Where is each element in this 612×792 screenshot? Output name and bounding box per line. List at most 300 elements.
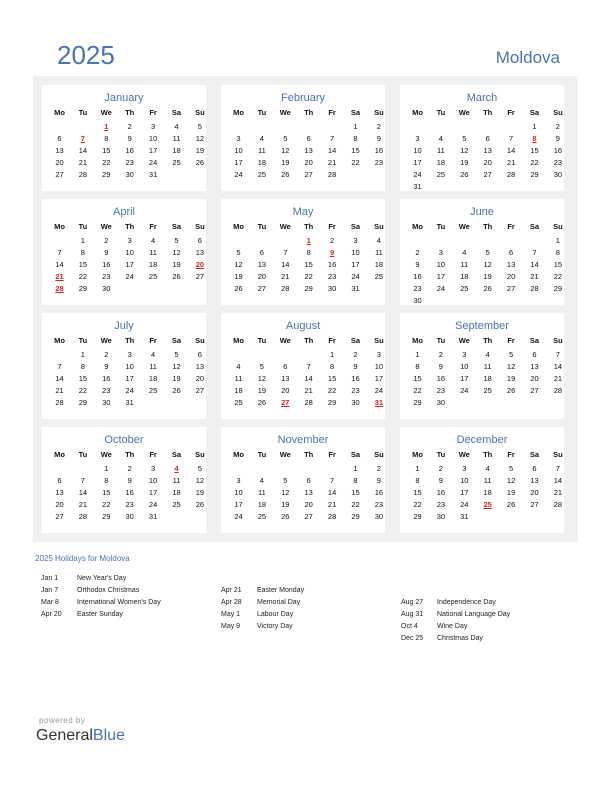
month-name: June bbox=[470, 206, 494, 218]
calendar-day: 2 bbox=[415, 248, 420, 257]
holiday-date: 9 bbox=[330, 248, 335, 257]
holiday-name: Memorial Day bbox=[257, 599, 301, 606]
month-february bbox=[221, 85, 385, 191]
holiday-date: 28 bbox=[55, 284, 64, 293]
calendar-day: 12 bbox=[234, 260, 243, 269]
calendar-day: 11 bbox=[436, 146, 445, 155]
calendar-day: 8 bbox=[353, 476, 358, 485]
calendar-day: 16 bbox=[351, 374, 360, 383]
calendar-day: 24 bbox=[125, 386, 134, 395]
calendar-day: 29 bbox=[78, 398, 88, 407]
holiday-name: Victory Day bbox=[257, 623, 293, 630]
calendar-day: 14 bbox=[304, 374, 313, 383]
holiday-date-label: May 1 bbox=[221, 611, 241, 618]
weekday-label: Mo bbox=[233, 108, 244, 117]
calendar-day: 3 bbox=[353, 236, 358, 245]
calendar-day: 7 bbox=[555, 464, 560, 473]
calendar-day: 21 bbox=[530, 272, 539, 281]
calendar-day: 8 bbox=[306, 248, 311, 257]
calendar-grid bbox=[33, 76, 578, 542]
weekday-label: Tu bbox=[257, 336, 267, 345]
month-october bbox=[42, 427, 206, 533]
calendar-day: 11 bbox=[483, 362, 492, 371]
weekday-label: Sa bbox=[171, 222, 182, 231]
calendar-day: 15 bbox=[78, 374, 88, 383]
calendar-day: 8 bbox=[80, 362, 85, 371]
calendar-day: 14 bbox=[78, 146, 88, 155]
calendar-day: 15 bbox=[351, 488, 360, 497]
calendar-day: 27 bbox=[55, 512, 64, 521]
calendar-day: 13 bbox=[55, 488, 64, 497]
weekday-label: We bbox=[100, 450, 112, 459]
calendar-day: 13 bbox=[55, 146, 64, 155]
holiday-date-label: Apr 21 bbox=[221, 587, 242, 594]
calendar-day: 31 bbox=[413, 182, 422, 191]
calendar-day: 21 bbox=[327, 158, 337, 167]
calendar-day: 20 bbox=[304, 158, 313, 167]
calendar-day: 22 bbox=[530, 158, 539, 167]
month-january bbox=[42, 85, 206, 191]
calendar-day: 18 bbox=[374, 260, 384, 269]
calendar-day: 16 bbox=[102, 260, 111, 269]
calendar-day: 17 bbox=[148, 488, 158, 497]
calendar-day: 10 bbox=[148, 476, 158, 485]
weekday-label: Tu bbox=[257, 450, 267, 459]
calendar-day: 23 bbox=[102, 272, 111, 281]
calendar-day: 15 bbox=[413, 488, 422, 497]
calendar-day: 18 bbox=[257, 158, 267, 167]
calendar-day: 7 bbox=[330, 476, 335, 485]
calendar-day: 20 bbox=[483, 158, 492, 167]
calendar-day: 22 bbox=[304, 272, 313, 281]
calendar-day: 19 bbox=[281, 500, 290, 509]
month-june bbox=[400, 199, 564, 305]
calendar-day: 11 bbox=[257, 146, 266, 155]
weekday-label: Mo bbox=[233, 450, 244, 459]
calendar-day: 5 bbox=[485, 248, 490, 257]
weekday-label: Th bbox=[304, 336, 314, 345]
calendar-day: 8 bbox=[104, 134, 109, 143]
calendar-day: 17 bbox=[436, 272, 446, 281]
calendar-day: 18 bbox=[257, 500, 267, 509]
calendar-day: 12 bbox=[506, 476, 516, 485]
calendar-day: 23 bbox=[327, 272, 337, 281]
calendar-day: 3 bbox=[127, 236, 132, 245]
calendar-day: 18 bbox=[460, 272, 469, 281]
calendar-day: 28 bbox=[530, 284, 539, 293]
calendar-day: 1 bbox=[353, 464, 358, 473]
calendar-day: 10 bbox=[436, 260, 446, 269]
calendar-day: 15 bbox=[413, 374, 422, 383]
calendar-day: 25 bbox=[234, 398, 243, 407]
calendar-day: 13 bbox=[281, 374, 290, 383]
calendar-day: 20 bbox=[195, 374, 205, 383]
calendar-day: 21 bbox=[553, 374, 563, 383]
calendar-day: 26 bbox=[506, 500, 516, 509]
calendar-day: 1 bbox=[555, 236, 560, 245]
calendar-day: 22 bbox=[102, 500, 111, 509]
weekday-label: Sa bbox=[350, 108, 361, 117]
calendar-day: 7 bbox=[80, 476, 85, 485]
weekday-label: Th bbox=[125, 108, 135, 117]
calendar-day: 28 bbox=[78, 170, 88, 179]
calendar-day: 4 bbox=[151, 236, 156, 245]
calendar-day: 30 bbox=[374, 512, 384, 521]
weekday-label: Tu bbox=[78, 222, 88, 231]
calendar-day: 10 bbox=[351, 248, 360, 257]
calendar-day: 17 bbox=[460, 374, 469, 383]
calendar-day: 23 bbox=[436, 500, 446, 509]
weekday-label: Tu bbox=[436, 222, 446, 231]
calendar-day: 22 bbox=[413, 386, 422, 395]
weekday-label: Su bbox=[553, 336, 563, 345]
calendar-day: 18 bbox=[148, 374, 158, 383]
calendar-day: 2 bbox=[127, 122, 132, 131]
weekday-label: Su bbox=[553, 222, 563, 231]
calendar-day: 4 bbox=[438, 134, 443, 143]
calendar-day: 19 bbox=[506, 488, 516, 497]
calendar-day: 5 bbox=[283, 476, 288, 485]
weekday-label: Sa bbox=[171, 450, 182, 459]
calendar-day: 13 bbox=[304, 488, 313, 497]
calendar-day: 11 bbox=[257, 488, 266, 497]
calendar-day: 20 bbox=[530, 374, 539, 383]
calendar-day: 16 bbox=[413, 272, 422, 281]
calendar-day: 19 bbox=[234, 272, 243, 281]
weekday-label: Mo bbox=[54, 222, 65, 231]
weekday-label: Sa bbox=[171, 108, 182, 117]
calendar-day: 10 bbox=[125, 362, 134, 371]
calendar-day: 12 bbox=[281, 488, 290, 497]
holiday-date: 1 bbox=[104, 122, 109, 131]
calendar-day: 12 bbox=[172, 362, 181, 371]
calendar-day: 9 bbox=[555, 134, 560, 143]
calendar-day: 25 bbox=[148, 386, 158, 395]
calendar-day: 21 bbox=[281, 272, 290, 281]
calendar-day: 6 bbox=[197, 350, 202, 359]
holiday-date-label: Aug 31 bbox=[401, 611, 424, 618]
calendar-day: 30 bbox=[125, 512, 134, 521]
calendar-day: 1 bbox=[104, 464, 109, 473]
holidays-title: 2025 Holidays for Moldova bbox=[35, 554, 130, 563]
calendar-day: 20 bbox=[257, 272, 267, 281]
weekday-label: Tu bbox=[78, 450, 88, 459]
weekday-label: We bbox=[458, 222, 470, 231]
weekday-label: Th bbox=[304, 108, 314, 117]
calendar-day: 20 bbox=[55, 500, 64, 509]
calendar-day: 6 bbox=[532, 350, 537, 359]
calendar-day: 19 bbox=[195, 488, 205, 497]
calendar-day: 1 bbox=[353, 122, 358, 131]
weekday-label: Tu bbox=[257, 108, 267, 117]
weekday-label: Su bbox=[374, 222, 384, 231]
weekday-label: Sa bbox=[529, 450, 540, 459]
calendar-day: 12 bbox=[506, 362, 516, 371]
calendar-day: 31 bbox=[351, 284, 360, 293]
calendar-day: 25 bbox=[483, 386, 492, 395]
weekday-label: We bbox=[279, 450, 291, 459]
weekday-label: Mo bbox=[54, 336, 65, 345]
month-march bbox=[400, 85, 564, 191]
holiday-date: 21 bbox=[55, 272, 64, 281]
holiday-date: 27 bbox=[281, 398, 290, 407]
calendar-day: 19 bbox=[195, 146, 205, 155]
calendar-day: 5 bbox=[236, 248, 241, 257]
calendar-day: 26 bbox=[195, 158, 205, 167]
calendar-day: 6 bbox=[197, 236, 202, 245]
holiday-name: Independence Day bbox=[437, 599, 496, 606]
holiday-name: National Language Day bbox=[437, 611, 511, 618]
calendar-day: 18 bbox=[148, 260, 158, 269]
month-september bbox=[400, 313, 564, 419]
holiday-name: Wine Day bbox=[437, 623, 468, 630]
calendar-day: 5 bbox=[509, 350, 514, 359]
month-name: November bbox=[277, 434, 329, 446]
calendar-day: 28 bbox=[553, 500, 563, 509]
calendar-day: 9 bbox=[104, 248, 109, 257]
calendar-day: 29 bbox=[413, 398, 422, 407]
calendar-day: 26 bbox=[257, 398, 267, 407]
calendar-day: 18 bbox=[436, 158, 446, 167]
calendar-day: 7 bbox=[509, 134, 514, 143]
weekday-label: Mo bbox=[54, 108, 65, 117]
calendar-day: 24 bbox=[436, 284, 446, 293]
calendar-day: 17 bbox=[125, 260, 134, 269]
calendar-day: 19 bbox=[281, 158, 290, 167]
calendar-day: 12 bbox=[460, 146, 469, 155]
calendar-day: 17 bbox=[351, 260, 360, 269]
calendar-day: 3 bbox=[376, 350, 381, 359]
calendar-day: 24 bbox=[413, 170, 422, 179]
calendar-day: 3 bbox=[236, 134, 241, 143]
weekday-label: Fr bbox=[328, 450, 336, 459]
calendar-day: 25 bbox=[257, 170, 267, 179]
calendar-day: 7 bbox=[57, 248, 62, 257]
calendar-day: 3 bbox=[462, 464, 467, 473]
calendar-day: 27 bbox=[506, 284, 516, 293]
weekday-label: Sa bbox=[350, 450, 361, 459]
calendar-day: 2 bbox=[353, 350, 358, 359]
calendar-day: 28 bbox=[281, 284, 290, 293]
month-name: February bbox=[280, 92, 326, 104]
calendar-day: 31 bbox=[148, 170, 158, 179]
calendar-day: 13 bbox=[195, 248, 205, 257]
calendar-day: 22 bbox=[351, 158, 360, 167]
calendar-day: 20 bbox=[281, 386, 290, 395]
holiday-date-label: Oct 4 bbox=[401, 623, 418, 630]
calendar-day: 4 bbox=[259, 134, 264, 143]
calendar-day: 2 bbox=[376, 122, 381, 131]
calendar-day: 30 bbox=[125, 170, 134, 179]
calendar-day: 7 bbox=[330, 134, 335, 143]
calendar-day: 14 bbox=[55, 260, 64, 269]
calendar-day: 29 bbox=[102, 512, 111, 521]
calendar-day: 25 bbox=[257, 512, 267, 521]
weekday-label: Th bbox=[125, 450, 135, 459]
calendar-day: 10 bbox=[413, 146, 422, 155]
calendar-day: 3 bbox=[127, 350, 132, 359]
calendar-day: 10 bbox=[234, 488, 243, 497]
calendar-day: 13 bbox=[530, 362, 539, 371]
month-april bbox=[42, 199, 206, 305]
calendar-day: 14 bbox=[553, 362, 563, 371]
calendar-day: 26 bbox=[281, 170, 290, 179]
calendar-day: 10 bbox=[460, 476, 469, 485]
calendar-day: 25 bbox=[148, 272, 158, 281]
calendar-day: 15 bbox=[78, 260, 88, 269]
calendar-day: 9 bbox=[127, 476, 132, 485]
calendar-day: 17 bbox=[125, 374, 134, 383]
calendar-day: 11 bbox=[149, 248, 157, 257]
calendar-day: 21 bbox=[78, 500, 88, 509]
calendar-day: 23 bbox=[125, 158, 134, 167]
calendar-day: 26 bbox=[172, 272, 181, 281]
weekday-label: Su bbox=[374, 336, 384, 345]
calendar-day: 4 bbox=[485, 350, 490, 359]
calendar-day: 12 bbox=[257, 374, 267, 383]
calendar-day: 11 bbox=[374, 248, 383, 257]
calendar-day: 24 bbox=[460, 500, 469, 509]
calendar-day: 8 bbox=[353, 134, 358, 143]
calendar-day: 2 bbox=[438, 464, 443, 473]
calendar-day: 20 bbox=[506, 272, 516, 281]
weekday-label: Sa bbox=[350, 336, 361, 345]
calendar-day: 18 bbox=[172, 146, 181, 155]
calendar-day: 21 bbox=[327, 500, 337, 509]
calendar-day: 28 bbox=[553, 386, 563, 395]
calendar-day: 26 bbox=[195, 500, 205, 509]
calendar-day: 21 bbox=[553, 488, 563, 497]
holiday-date: 7 bbox=[80, 134, 85, 143]
calendar-day: 16 bbox=[125, 488, 134, 497]
calendar-day: 3 bbox=[462, 350, 467, 359]
calendar-day: 30 bbox=[351, 398, 360, 407]
calendar-day: 22 bbox=[413, 500, 422, 509]
calendar-day: 27 bbox=[195, 272, 205, 281]
calendar-day: 14 bbox=[530, 260, 539, 269]
calendar-day: 15 bbox=[304, 260, 313, 269]
calendar-day: 7 bbox=[555, 350, 560, 359]
calendar-day: 11 bbox=[460, 260, 469, 269]
holiday-name: Christmas Day bbox=[437, 635, 483, 642]
weekday-label: Mo bbox=[412, 222, 423, 231]
calendar-day: 21 bbox=[55, 386, 64, 395]
calendar-day: 27 bbox=[483, 170, 492, 179]
calendar-day: 1 bbox=[532, 122, 537, 131]
calendar-day: 5 bbox=[509, 464, 514, 473]
calendar-day: 13 bbox=[257, 260, 267, 269]
calendar-day: 9 bbox=[104, 362, 109, 371]
month-name: April bbox=[112, 206, 135, 218]
calendar-day: 11 bbox=[483, 476, 492, 485]
calendar-day: 25 bbox=[172, 158, 181, 167]
calendar-day: 26 bbox=[172, 386, 181, 395]
weekday-label: Tu bbox=[78, 336, 88, 345]
weekday-label: Tu bbox=[78, 108, 88, 117]
year-title: 2025 bbox=[57, 40, 115, 70]
calendar-day: 7 bbox=[306, 362, 311, 371]
calendar-day: 18 bbox=[483, 374, 492, 383]
holiday-date-label: Mar 8 bbox=[41, 599, 59, 606]
calendar-day: 24 bbox=[234, 512, 243, 521]
weekday-label: Th bbox=[125, 222, 135, 231]
calendar-day: 22 bbox=[327, 386, 337, 395]
weekday-label: Th bbox=[483, 336, 493, 345]
calendar-day: 10 bbox=[460, 362, 469, 371]
calendar-day: 12 bbox=[281, 146, 290, 155]
weekday-label: Sa bbox=[529, 108, 540, 117]
calendar-day: 2 bbox=[438, 350, 443, 359]
calendar-day: 19 bbox=[172, 260, 181, 269]
weekday-label: Su bbox=[553, 108, 563, 117]
weekday-label: Su bbox=[374, 108, 384, 117]
brand-logo[interactable] bbox=[36, 727, 125, 745]
calendar-day: 14 bbox=[281, 260, 290, 269]
calendar-day: 5 bbox=[197, 464, 202, 473]
calendar-day: 28 bbox=[304, 398, 313, 407]
calendar-day: 7 bbox=[532, 248, 537, 257]
calendar-day: 10 bbox=[148, 134, 158, 143]
calendar-day: 27 bbox=[530, 386, 539, 395]
weekday-label: We bbox=[100, 222, 112, 231]
month-name: March bbox=[466, 92, 498, 104]
calendar-day: 2 bbox=[104, 236, 109, 245]
weekday-label: Th bbox=[304, 450, 314, 459]
calendar-day: 25 bbox=[460, 284, 469, 293]
calendar-day: 28 bbox=[78, 512, 88, 521]
holiday-name: International Women's Day bbox=[77, 599, 161, 606]
holiday-date-label: Jan 1 bbox=[41, 575, 59, 582]
calendar-day: 16 bbox=[436, 374, 446, 383]
calendar-day: 31 bbox=[148, 512, 158, 521]
calendar-day: 4 bbox=[462, 248, 467, 257]
month-august bbox=[221, 313, 385, 419]
calendar-day: 21 bbox=[78, 158, 88, 167]
holiday-date: 31 bbox=[374, 398, 384, 407]
calendar-day: 30 bbox=[553, 170, 563, 179]
calendar-day: 6 bbox=[259, 248, 264, 257]
calendar-day: 11 bbox=[172, 134, 181, 143]
calendar-day: 12 bbox=[483, 260, 492, 269]
calendar-day: 25 bbox=[374, 272, 384, 281]
weekday-label: We bbox=[458, 108, 470, 117]
calendar-day: 24 bbox=[460, 386, 469, 395]
calendar-day: 29 bbox=[304, 284, 313, 293]
calendar-day: 3 bbox=[151, 122, 156, 131]
weekday-label: Mo bbox=[233, 336, 244, 345]
calendar-day: 26 bbox=[483, 284, 492, 293]
holiday-date-label: Apr 28 bbox=[221, 599, 242, 606]
calendar-day: 20 bbox=[530, 488, 539, 497]
calendar-day: 29 bbox=[413, 512, 422, 521]
calendar-day: 27 bbox=[195, 386, 205, 395]
calendar-day: 5 bbox=[462, 134, 467, 143]
calendar-day: 22 bbox=[553, 272, 563, 281]
holiday-name: Easter Monday bbox=[257, 587, 305, 594]
calendar-day: 24 bbox=[148, 500, 158, 509]
calendar-day: 27 bbox=[55, 170, 64, 179]
month-name: October bbox=[104, 434, 144, 446]
month-name: September bbox=[455, 320, 509, 332]
calendar-day: 16 bbox=[327, 260, 337, 269]
calendar-day: 26 bbox=[506, 386, 516, 395]
calendar-day: 5 bbox=[259, 362, 264, 371]
calendar-day: 30 bbox=[436, 398, 446, 407]
calendar-day: 19 bbox=[483, 272, 492, 281]
month-name: May bbox=[292, 206, 314, 218]
calendar-day: 23 bbox=[374, 500, 384, 509]
calendar-day: 16 bbox=[374, 146, 384, 155]
